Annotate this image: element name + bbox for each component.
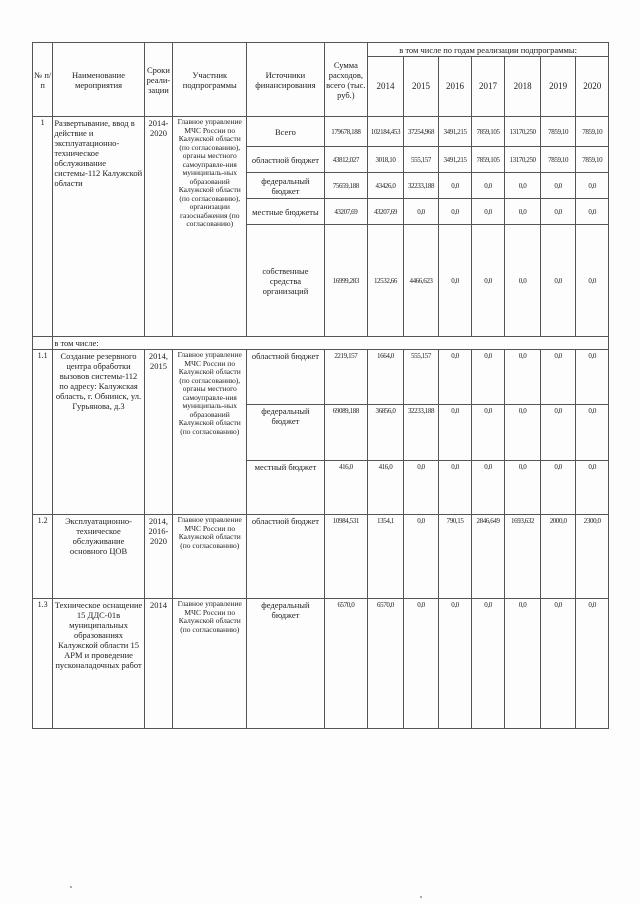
total-value: 43207,69: [324, 199, 368, 225]
year-value: 0,0: [439, 225, 472, 337]
year-value: 1354,1: [368, 515, 404, 599]
year-value: 7859,10: [576, 117, 609, 147]
total-value: 10984,531: [324, 515, 368, 599]
table-row: [33, 515, 609, 599]
year-value: 0,0: [439, 599, 472, 729]
year-value: 0,0: [403, 199, 439, 225]
year-header: 2016: [439, 57, 472, 117]
year-value: 0,0: [576, 599, 609, 729]
year-value: 0,0: [540, 225, 576, 337]
table-row: [33, 350, 609, 405]
year-value: 43207,69: [368, 199, 404, 225]
funding-source: областной бюджет: [247, 147, 324, 173]
year-value: 2300,0: [576, 515, 609, 599]
year-value: 0,0: [439, 173, 472, 199]
year-value: 2846,649: [471, 515, 505, 599]
year-value: 3491,215: [439, 147, 472, 173]
year-value: 32233,188: [403, 173, 439, 199]
year-value: 555,157: [403, 147, 439, 173]
year-value: 13170,250: [505, 117, 541, 147]
year-value: 0,0: [471, 199, 505, 225]
table-row: [33, 337, 609, 350]
year-value: 3491,215: [439, 117, 472, 147]
total-value: 75659,188: [324, 173, 368, 199]
year-value: 3018,10: [368, 147, 404, 173]
year-value: 102184,453: [368, 117, 404, 147]
year-value: 32233,188: [403, 405, 439, 461]
year-value: 2000,0: [540, 515, 576, 599]
year-value: 0,0: [505, 405, 541, 461]
activity-participant: Главное управление МЧС России по Калужской области (по согласованию), органы местного самоуправле-ния муниципаль-ных образований Калужской области (по согласованию), организации газоснабжения (по согласованию): [173, 117, 247, 337]
year-header: 2014: [368, 57, 404, 117]
table-row: [33, 599, 609, 729]
year-value: 43426,0: [368, 173, 404, 199]
funding-source: областной бюджет: [247, 515, 324, 599]
year-value: 7859,105: [471, 147, 505, 173]
year-value: 0,0: [505, 173, 541, 199]
funding-source: местный бюджет: [247, 461, 324, 515]
row-number: [33, 337, 53, 350]
total-value: 416,0: [324, 461, 368, 515]
year-value: 0,0: [540, 199, 576, 225]
year-value: 0,0: [439, 405, 472, 461]
scan-speck: [70, 886, 72, 888]
year-value: 0,0: [576, 350, 609, 405]
year-value: 0,0: [403, 461, 439, 515]
table-row: [33, 117, 609, 147]
year-value: 0,0: [471, 461, 505, 515]
year-header: 2019: [540, 57, 576, 117]
year-header: 2017: [471, 57, 505, 117]
year-header: 2015: [403, 57, 439, 117]
year-value: 0,0: [471, 173, 505, 199]
row-number: 1.1: [33, 350, 53, 515]
col-total-header: Сумма расходов, всего (тыс. руб.): [324, 43, 368, 117]
year-value: 0,0: [505, 599, 541, 729]
year-value: 13170,250: [505, 147, 541, 173]
col-period-header: Сроки реали-зации: [144, 43, 172, 117]
year-value: 0,0: [471, 599, 505, 729]
activity-period: 2014: [144, 599, 172, 729]
activity-period: 2014-2020: [144, 117, 172, 337]
year-value: 0,0: [439, 199, 472, 225]
year-value: 12532,66: [368, 225, 404, 337]
year-value: 1693,632: [505, 515, 541, 599]
total-value: 2219,157: [324, 350, 368, 405]
total-value: 69089,188: [324, 405, 368, 461]
year-value: 37254,968: [403, 117, 439, 147]
year-value: 0,0: [540, 599, 576, 729]
year-value: 0,0: [439, 461, 472, 515]
total-value: 43812,027: [324, 147, 368, 173]
activity-participant: Главное управление МЧС России по Калужской области (по согласованию), органы местного самоуправле-ния муниципаль-ных образований Калужской области (по согласованию): [173, 350, 247, 515]
year-value: 0,0: [540, 461, 576, 515]
year-value: 0,0: [505, 350, 541, 405]
year-value: 0,0: [505, 461, 541, 515]
year-value: 7859,10: [540, 147, 576, 173]
funding-source: местные бюджеты: [247, 199, 324, 225]
year-value: 0,0: [576, 405, 609, 461]
year-value: 416,0: [368, 461, 404, 515]
funding-source: федеральный бюджет: [247, 173, 324, 199]
funding-source: федеральный бюджет: [247, 599, 324, 729]
years-group-header: в том числе по годам реализации подпрограммы:: [368, 43, 609, 57]
year-value: 0,0: [540, 405, 576, 461]
year-value: 0,0: [540, 173, 576, 199]
activity-name: Создание резервного центра обработки вызовов системы-112 по адресу: Калужская область, г. Обнинск, ул. Гурьянова, д.3: [53, 350, 144, 515]
year-value: 0,0: [576, 461, 609, 515]
total-value: 16999,283: [324, 225, 368, 337]
col-num-header: № п/п: [33, 43, 53, 117]
year-value: 0,0: [505, 225, 541, 337]
year-value: 0,0: [471, 405, 505, 461]
year-value: 0,0: [471, 350, 505, 405]
including-label: в том числе:: [53, 337, 609, 350]
activity-name: Техническое оснащение 15 ДДС-01в муниципальных образованиях Калужской области 15 АРМ и проведение пусконаладочных работ: [53, 599, 144, 729]
activity-name: Развертывание, ввод в действие и эксплуатационно-техническое обслуживание системы-112 Калужской области: [53, 117, 144, 337]
year-value: 790,15: [439, 515, 472, 599]
year-value: 555,157: [403, 350, 439, 405]
year-value: 7859,10: [576, 147, 609, 173]
row-number: 1: [33, 117, 53, 337]
year-value: 1664,0: [368, 350, 404, 405]
funding-source: федеральный бюджет: [247, 405, 324, 461]
activity-participant: Главное управление МЧС России по Калужской области (по согласованию): [173, 515, 247, 599]
year-value: 4466,623: [403, 225, 439, 337]
year-value: 0,0: [403, 599, 439, 729]
col-participant-header: Участник подпрограммы: [173, 43, 247, 117]
year-value: 0,0: [505, 199, 541, 225]
row-number: 1.3: [33, 599, 53, 729]
year-value: 7859,10: [540, 117, 576, 147]
activity-period: 2014, 2016-2020: [144, 515, 172, 599]
col-name-header: Наименование мероприятия: [53, 43, 144, 117]
year-value: 6570,0: [368, 599, 404, 729]
year-value: 0,0: [439, 350, 472, 405]
funding-table: [32, 42, 609, 729]
scan-speck: [420, 896, 422, 898]
col-sources-header: Источники финансирования: [247, 43, 324, 117]
year-value: 0,0: [576, 199, 609, 225]
activity-name: Эксплуатационно-техническое обслуживание основного ЦОВ: [53, 515, 144, 599]
year-value: 36856,0: [368, 405, 404, 461]
funding-source: собственные средства организаций: [247, 225, 324, 337]
activity-participant: Главное управление МЧС России по Калужской области (по согласованию): [173, 599, 247, 729]
row-number: 1.2: [33, 515, 53, 599]
total-value: 179678,188: [324, 117, 368, 147]
year-value: 0,0: [403, 515, 439, 599]
activity-period: 2014, 2015: [144, 350, 172, 515]
year-header: 2020: [576, 57, 609, 117]
year-value: 7859,105: [471, 117, 505, 147]
year-value: 0,0: [540, 350, 576, 405]
total-value: 6570,0: [324, 599, 368, 729]
year-value: 0,0: [471, 225, 505, 337]
funding-source: Всего: [247, 117, 324, 147]
year-header: 2018: [505, 57, 541, 117]
year-value: 0,0: [576, 173, 609, 199]
funding-source: областной бюджет: [247, 350, 324, 405]
year-value: 0,0: [576, 225, 609, 337]
